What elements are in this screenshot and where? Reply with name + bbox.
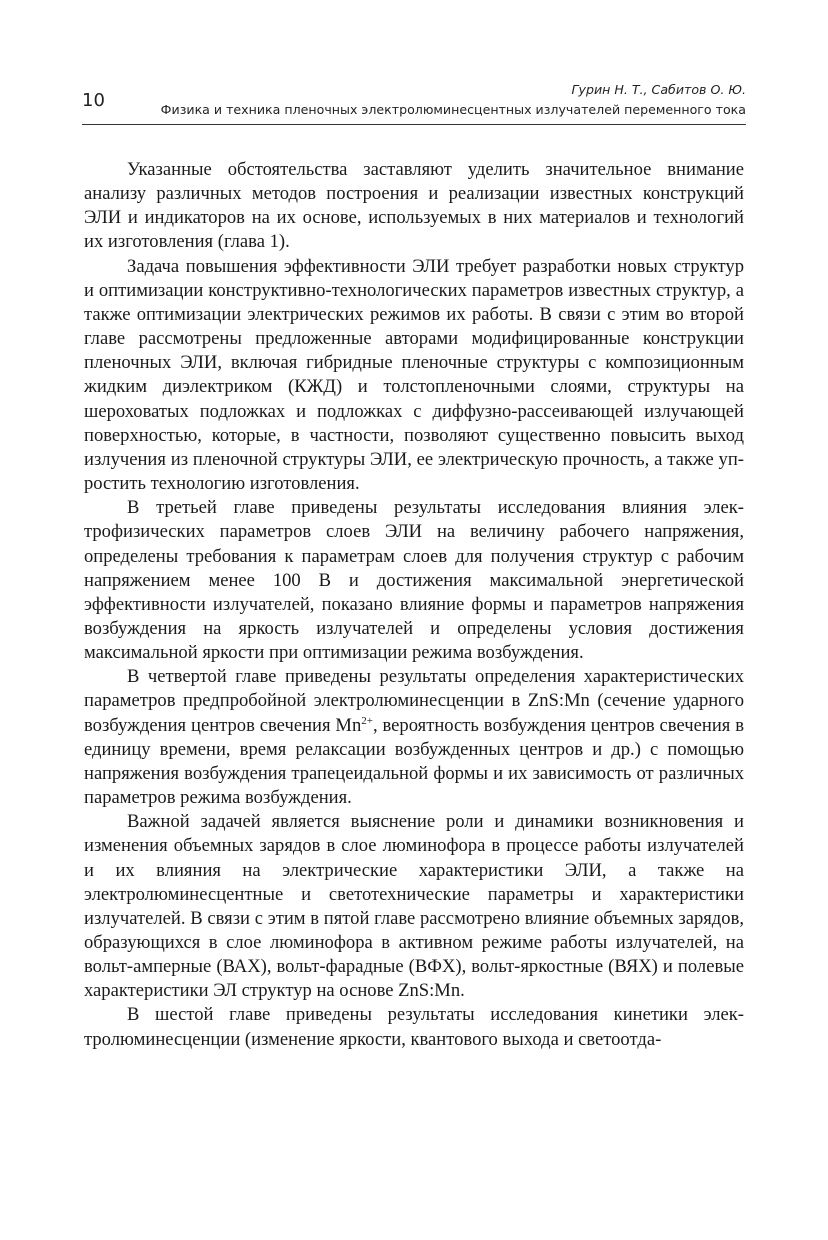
- paragraph-chapter-4: [84, 665, 744, 810]
- paragraph-chapter-4-part-2: , вероятность возбуждения центров свечения в единицу времени, время релаксации возбужденных центров и др.) с помощью напряжения возбуждения трапецеидальной формы и их зависимость от различных параметров режима возбуждения.: [84, 714, 744, 809]
- paragraph-chapter-4-part-1: В четвертой главе приведены результаты определения характеристических параметров предпробойной электролюминесценции в ZnS:Mn (сечение ударного возбуждения центров свечения Mn: [84, 666, 744, 736]
- page-number: 10: [82, 90, 105, 111]
- running-head-book-title: Физика и техника пленочных электролюминесцентных излучателей переменного тока: [160, 102, 746, 117]
- body-text: [84, 158, 744, 1052]
- superscript-charge: 2+: [361, 714, 373, 727]
- paragraph-chapter-6: В шестой главе приведены результаты исследования кинетики электролюминесценции (изменение яркости, квантового выхода и светоотда-: [84, 1004, 744, 1050]
- paragraph-chapter-3: В третьей главе приведены результаты исследования влияния электрофизических параметров слоев ЭЛИ на величину рабочего напряжения, определены требования к параметрам слоев для получения структур с рабочим напряжением менее 100 В и достижения максимальной энергетической эффективности излучателей, показано влияние формы и параметров напряжения возбуждения на яркость излучателей и определены условия достижения максимальной яркости при оптимизации режима возбуждения.: [84, 497, 744, 664]
- paragraph-chapter-2: Задача повышения эффективности ЭЛИ требует разработки новых структур и оптимизации конструктивно-технологических параметров известных структур, а также оптимизации электрических режимов их работы. В связи с этим во второй главе рассмотрены предложенные авторами модифицированные конструкции пленочных ЭЛИ, включая гибридные пленочные структуры с композиционным жидким диэлектриком (КЖД) и толстопленочными слоями, структуры на шероховатых подложках и подложках с диффузно-рассеивающей излучающей поверхностью, которые, в частности, позволяют существенно повысить выход излучения из пленочной структуры ЭЛИ, ее электрическую прочность, а также упростить технологию изготовления.: [84, 255, 744, 495]
- page-header: [82, 78, 746, 125]
- paragraph-chapter-1: Указанные обстоятельства заставляют уделить значительное внимание анализу различных методов построения и реализации известных конструкций ЭЛИ и индикаторов на их основе, используемых в них материалов и технологий их изготовления (глава 1).: [84, 159, 744, 253]
- running-head: [161, 80, 746, 120]
- paragraph-chapter-5: Важной задачей является выяснение роли и динамики возникновения и изменения объемных зарядов в слое люминофора в процессе работы излучателей и их влияния на электрические характеристики ЭЛИ, а также на электролюминесцентные и светотехнические параметры и характеристики излучателей. В связи с этим в пятой главе рассмотрено влияние объемных зарядов, образующихся в слое люминофора в активном режиме работы излучателей, на вольт-амперные (ВАХ), вольт-фарадные (ВФХ), вольт-яркостные (ВЯХ) и полевые характеристики ЭЛ структур на основе ZnS:Mn.: [84, 811, 744, 1002]
- running-head-authors: Гурин Н. Т., Сабитов О. Ю.: [571, 82, 746, 97]
